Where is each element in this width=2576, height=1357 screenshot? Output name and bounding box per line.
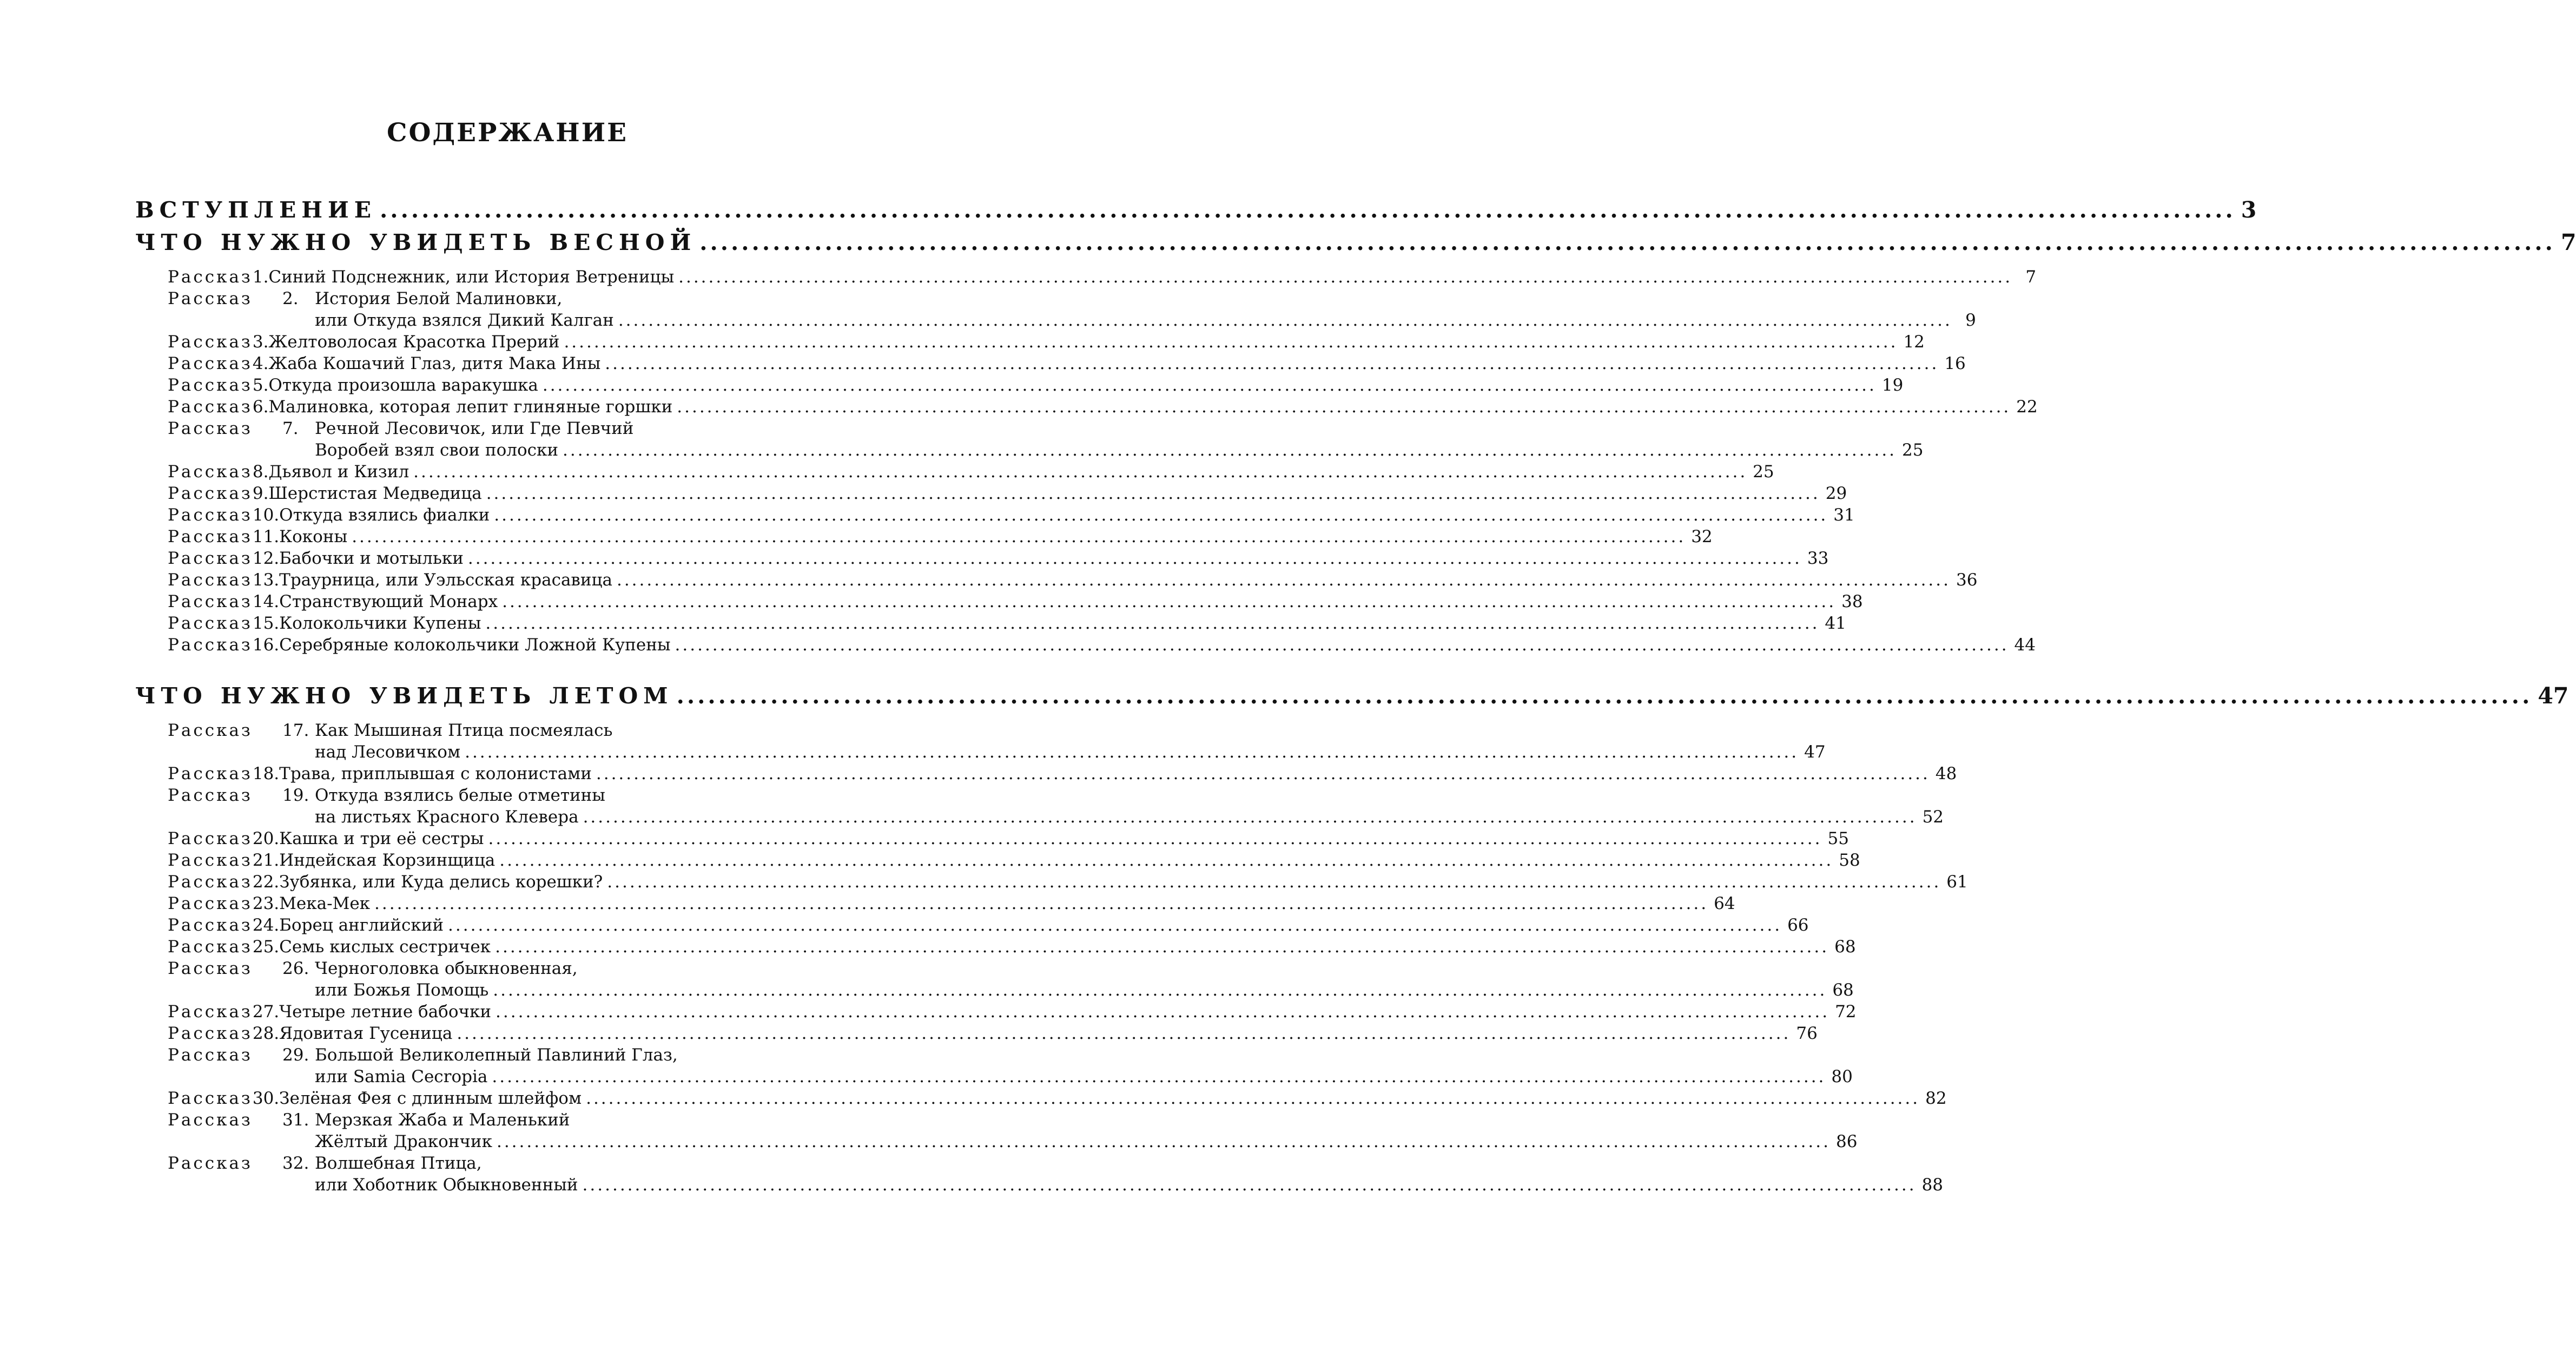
dot-leader: .................................................................................................................................................................................. [678, 267, 2013, 287]
story-label: Рассказ [168, 937, 253, 957]
entry-line [168, 418, 778, 439]
story-number: 19. [282, 786, 309, 805]
entry-line [168, 806, 1944, 828]
toc-entry[interactable] [168, 374, 1904, 396]
story-number: 32. [282, 1154, 309, 1173]
story-title: Откуда взялись фиалки [279, 505, 490, 525]
toc-entry[interactable] [168, 548, 1829, 569]
entry-line [168, 958, 778, 979]
dot-leader: .................................................................................................................................................................................. [457, 1024, 1791, 1043]
story-title: Странствующий Монарх [279, 592, 498, 611]
story-label: Рассказ [168, 635, 253, 655]
toc-section-heading[interactable] [135, 683, 2569, 716]
story-page-number: 58 [1839, 851, 1860, 870]
story-page-number: 66 [1787, 915, 1809, 935]
story-number: 17. [282, 721, 309, 740]
story-page-number: 76 [1796, 1024, 1818, 1043]
story-page-number: 64 [1714, 894, 1735, 913]
story-number: 11. [252, 527, 280, 546]
story-page-number: 68 [1832, 980, 1854, 1000]
story-number: 20. [252, 829, 280, 848]
story-label: Рассказ [168, 1045, 253, 1065]
story-label: Рассказ [168, 1024, 253, 1043]
dot-leader: .................................................................................................................................................................................. [488, 829, 1822, 848]
story-number: 8. [252, 462, 269, 482]
entry-line [168, 591, 1863, 612]
entry-line [168, 526, 1713, 548]
story-label: Рассказ [168, 397, 253, 417]
toc-entry[interactable] [168, 569, 1978, 591]
story-title: Ядовитая Гусеница [279, 1024, 453, 1043]
story-title: или Samia Cecropia [315, 1067, 488, 1086]
story-title: Трава, приплывшая с колонистами [279, 764, 592, 783]
entry-line [168, 849, 1860, 871]
story-title: Жаба Кошачий Глаз, дитя Мака Ины [268, 354, 601, 373]
story-title: История Белой Малиновки, [315, 289, 563, 308]
story-title: или Хоботник Обыкновенный [315, 1175, 578, 1195]
story-label: Рассказ [168, 419, 253, 438]
story-number: 2. [282, 289, 299, 308]
entry-line [168, 893, 1735, 914]
story-label: Рассказ [168, 959, 253, 978]
toc-entry[interactable] [168, 1023, 1818, 1044]
toc-entry[interactable] [168, 914, 1809, 936]
dot-leader: .................................................................................................................................................................................. [675, 635, 2009, 655]
page-title: СОДЕРЖАНИЕ [387, 118, 628, 148]
story-title: Малиновка, которая лепит глиняные горшки [268, 397, 673, 417]
story-number: 15. [252, 614, 280, 633]
story-title: Шерстистая Медведица [268, 484, 482, 503]
story-label: Рассказ [168, 1002, 253, 1022]
toc-entry[interactable] [168, 591, 1863, 612]
section-page-number: 47 [2538, 683, 2569, 709]
toc-entry[interactable] [168, 893, 1735, 914]
story-number: 16. [252, 635, 280, 655]
dot-leader: .................................................................................................................................................................................. [586, 1089, 1920, 1108]
story-page-number: 88 [1921, 1175, 1944, 1195]
story-number: 31. [282, 1110, 309, 1130]
story-page-number: 80 [1831, 1067, 1853, 1086]
entry-line [168, 1044, 778, 1066]
toc-entry[interactable] [168, 828, 1849, 849]
story-title: Кашка и три её сестры [279, 829, 484, 848]
toc-entry[interactable] [168, 871, 1968, 893]
story-title: Черноголовка обыкновенная, [315, 959, 578, 978]
section-title: ВСТУПЛЕНИЕ [135, 197, 377, 223]
story-label: Рассказ [168, 872, 253, 892]
dot-leader: .................................................................................................................................................................................. [596, 764, 1930, 783]
dot-leader: .................................................................................................................................................................................. [380, 197, 2236, 223]
dot-leader: .................................................................................................................................................................................. [582, 1175, 1917, 1195]
toc-entry[interactable] [168, 936, 1856, 958]
dot-leader: .................................................................................................................................................................................. [492, 1067, 1826, 1086]
entry-line [168, 309, 1976, 331]
story-label: Рассказ [168, 505, 253, 525]
story-page-number: 55 [1827, 829, 1849, 848]
dot-leader: .................................................................................................................................................................................. [699, 229, 2555, 255]
story-number: 4. [252, 354, 269, 373]
entry-line [168, 1023, 1818, 1044]
story-number: 1. [252, 267, 269, 287]
dot-leader: .................................................................................................................................................................................. [542, 376, 1877, 395]
story-number: 7. [282, 419, 299, 438]
story-title: Четыре летние бабочки [279, 1002, 492, 1022]
story-page-number: 38 [1841, 592, 1863, 611]
toc-entry[interactable] [168, 1152, 1944, 1196]
entry-line [168, 634, 2036, 656]
dot-leader: .................................................................................................................................................................................. [467, 549, 1802, 568]
story-label: Рассказ [168, 915, 253, 935]
story-title: Индейская Корзинщица [279, 851, 496, 870]
story-label: Рассказ [168, 829, 253, 848]
story-title: Зелёная Фея с длинным шлейфом [279, 1089, 582, 1108]
story-label: Рассказ [168, 592, 253, 611]
story-label: Рассказ [168, 894, 253, 913]
story-title: Волшебная Птица, [315, 1154, 482, 1173]
story-page-number: 25 [1753, 462, 1774, 482]
toc-entry[interactable] [168, 288, 1976, 331]
story-title: над Лесовичком [315, 742, 461, 762]
entry-line [168, 353, 1966, 374]
story-number: 29. [282, 1045, 309, 1065]
story-title: или Божья Помощь [315, 980, 489, 1000]
entry-line [168, 266, 2037, 288]
entry-line [168, 396, 2038, 418]
entry-line [168, 763, 1957, 785]
dot-leader: .................................................................................................................................................................................. [352, 527, 1686, 546]
story-title: Борец английский [279, 915, 444, 935]
story-title: Коконы [279, 527, 348, 546]
story-page-number: 32 [1691, 527, 1713, 546]
story-label: Рассказ [168, 376, 253, 395]
toc-entry[interactable] [168, 483, 1847, 504]
story-page-number: 36 [1956, 570, 1978, 590]
dot-leader: .................................................................................................................................................................................. [605, 354, 1939, 373]
toc-entry[interactable] [168, 266, 2037, 288]
dot-leader: .................................................................................................................................................................................. [493, 980, 1827, 1000]
entry-line [168, 720, 778, 741]
toc-entry[interactable] [168, 1001, 1857, 1023]
story-number: 13. [252, 570, 280, 590]
toc-section-heading[interactable] [135, 229, 2576, 263]
toc-section-heading[interactable] [135, 197, 2257, 230]
story-title: Воробей взял свои полоски [315, 440, 559, 460]
story-number: 3. [252, 332, 269, 352]
entry-line [168, 439, 1924, 461]
story-page-number: 22 [2016, 397, 2038, 417]
toc-entry[interactable] [168, 461, 1774, 483]
story-title: Мерзкая Жаба и Маленький [315, 1110, 570, 1130]
story-number: 18. [252, 764, 280, 783]
story-page-number: 41 [1825, 614, 1846, 633]
story-title: Откуда произошла варакушка [268, 376, 538, 395]
entry-line [168, 461, 1774, 483]
story-page-number: 82 [1925, 1089, 1947, 1108]
toc-entry[interactable] [168, 331, 1925, 353]
toc-entry[interactable] [168, 958, 1854, 1001]
story-number: 6. [252, 397, 269, 417]
story-label: Рассказ [168, 549, 253, 568]
toc-entry[interactable] [168, 418, 1924, 461]
dot-leader: .................................................................................................................................................................................. [495, 937, 1829, 957]
story-title: на листьях Красного Клевера [315, 807, 579, 827]
story-title: Откуда взялись белые отметины [315, 786, 605, 805]
story-number: 21. [252, 851, 280, 870]
toc-entry[interactable] [168, 849, 1860, 871]
story-title: Бабочки и мотыльки [279, 549, 464, 568]
dot-leader: .................................................................................................................................................................................. [413, 462, 1748, 482]
entry-line [168, 374, 1904, 396]
dot-leader: .................................................................................................................................................................................. [494, 505, 1828, 525]
story-number: 10. [252, 505, 280, 525]
dot-leader: .................................................................................................................................................................................. [485, 614, 1820, 633]
entry-line [168, 504, 1855, 526]
entry-line [168, 871, 1968, 893]
entry-line [168, 1066, 1853, 1088]
dot-leader: .................................................................................................................................................................................. [607, 872, 1941, 892]
dot-leader: .................................................................................................................................................................................. [564, 332, 1898, 352]
story-label: Рассказ [168, 354, 253, 373]
story-page-number: 16 [1944, 354, 1966, 373]
section-page-number: 3 [2241, 197, 2257, 223]
toc-entry[interactable] [168, 1088, 1947, 1109]
dot-leader: .................................................................................................................................................................................. [448, 915, 1782, 935]
story-title: Мека-Мек [279, 894, 371, 913]
story-number: 27. [252, 1002, 280, 1022]
entry-line [168, 936, 1856, 958]
story-page-number: 61 [1946, 872, 1968, 892]
story-label: Рассказ [168, 527, 253, 546]
toc-entry[interactable] [168, 634, 2036, 656]
entry-line [168, 612, 1846, 634]
story-label: Рассказ [168, 1154, 253, 1173]
story-page-number: 44 [2014, 635, 2036, 655]
section-title: ЧТО НУЖНО УВИДЕТЬ ВЕСНОЙ [135, 229, 697, 255]
entry-line [168, 1001, 1857, 1023]
story-title: Дьявол и Кизил [268, 462, 409, 482]
dot-leader: .................................................................................................................................................................................. [677, 397, 2011, 417]
toc-entry[interactable] [168, 526, 1713, 548]
dot-leader: .................................................................................................................................................................................. [616, 570, 1951, 590]
toc-entry[interactable] [168, 785, 1944, 828]
entry-line [168, 331, 1925, 353]
story-page-number: 31 [1833, 505, 1855, 525]
entry-line [168, 548, 1829, 569]
dot-leader: .................................................................................................................................................................................. [618, 311, 1952, 330]
toc-entry[interactable] [168, 1109, 1858, 1152]
toc-entry[interactable] [168, 1044, 1853, 1088]
story-label: Рассказ [168, 851, 253, 870]
entry-line [168, 1088, 1947, 1109]
story-title: Жёлтый Дракончик [315, 1132, 492, 1151]
story-number: 28. [252, 1024, 280, 1043]
story-title: Серебряные колокольчики Ложной Купены [279, 635, 671, 655]
story-page-number: 12 [1903, 332, 1925, 352]
entry-line [168, 569, 1978, 591]
story-number: 5. [252, 376, 269, 395]
dot-leader: .................................................................................................................................................................................. [563, 440, 1897, 460]
story-number: 9. [252, 484, 269, 503]
entry-line [168, 914, 1809, 936]
dot-leader: .................................................................................................................................................................................. [583, 807, 1917, 827]
story-number: 12. [252, 549, 280, 568]
story-page-number: 86 [1835, 1132, 1858, 1151]
story-page-number: 72 [1835, 1002, 1857, 1022]
story-title: Синий Подснежник, или История Ветреницы [268, 267, 675, 287]
entry-line [168, 785, 778, 806]
story-page-number: 47 [1804, 742, 1826, 762]
story-number: 14. [252, 592, 280, 611]
story-label: Рассказ [168, 786, 253, 805]
toc-entry[interactable] [168, 612, 1846, 634]
section-title: ЧТО НУЖНО УВИДЕТЬ ЛЕТОМ [135, 683, 673, 709]
story-title: Зубянка, или Куда делись корешки? [279, 872, 603, 892]
story-label: Рассказ [168, 764, 253, 783]
toc-entry[interactable] [168, 396, 2038, 418]
entry-line [168, 1109, 778, 1131]
story-label: Рассказ [168, 570, 253, 590]
story-page-number: 68 [1834, 937, 1856, 957]
story-title: Как Мышиная Птица посмеялась [315, 721, 613, 740]
dot-leader: .................................................................................................................................................................................. [465, 742, 1799, 762]
entry-line [168, 1131, 1858, 1152]
story-number: 26. [282, 959, 309, 978]
story-number: 22. [252, 872, 280, 892]
entry-line [168, 741, 1826, 763]
dot-leader: .................................................................................................................................................................................. [502, 592, 1837, 611]
story-page-number: 52 [1922, 807, 1944, 827]
story-title: или Откуда взялся Дикий Калган [315, 311, 614, 330]
story-title: Траурница, или Уэльсская красавица [279, 570, 612, 590]
dot-leader: .................................................................................................................................................................................. [374, 894, 1709, 913]
story-title: Колокольчики Купены [279, 614, 481, 633]
entry-line [168, 483, 1847, 504]
story-number: 30. [252, 1089, 280, 1108]
story-page-number: 29 [1825, 484, 1847, 503]
story-number: 23. [252, 894, 280, 913]
entry-line [168, 1174, 1944, 1196]
story-page-number: 19 [1881, 376, 1904, 395]
dot-leader: .................................................................................................................................................................................. [496, 1132, 1831, 1151]
toc-entry[interactable] [168, 353, 1966, 374]
story-number: 24. [252, 915, 280, 935]
story-label: Рассказ [168, 1089, 253, 1108]
story-label: Рассказ [168, 614, 253, 633]
story-label: Рассказ [168, 289, 253, 308]
story-page-number: 33 [1807, 549, 1829, 568]
story-page-number: 7 [2025, 267, 2037, 287]
section-page-number: 7 [2560, 229, 2576, 255]
entry-line [168, 1152, 778, 1174]
toc-entry[interactable] [168, 763, 1957, 785]
story-label: Рассказ [168, 332, 253, 352]
story-number: 25. [252, 937, 280, 957]
story-label: Рассказ [168, 484, 253, 503]
story-label: Рассказ [168, 721, 253, 740]
story-label: Рассказ [168, 267, 253, 287]
entry-line [168, 288, 778, 309]
story-title: Семь кислых сестричек [279, 937, 491, 957]
story-label: Рассказ [168, 1110, 253, 1130]
story-title: Речной Лесовичок, или Где Певчий [315, 419, 634, 438]
dot-leader: .................................................................................................................................................................................. [496, 1002, 1830, 1022]
toc-entry[interactable] [168, 504, 1855, 526]
story-title: Большой Великолепный Павлиний Глаз, [315, 1045, 678, 1065]
story-label: Рассказ [168, 462, 253, 482]
story-page-number: 25 [1902, 440, 1924, 460]
dot-leader: .................................................................................................................................................................................. [486, 484, 1820, 503]
story-page-number: 48 [1935, 764, 1957, 783]
dot-leader: .................................................................................................................................................................................. [499, 851, 1834, 870]
entry-line [168, 828, 1849, 849]
entry-line [168, 979, 1854, 1001]
story-title: Желтоволосая Красотка Прерий [268, 332, 560, 352]
toc-entry[interactable] [168, 720, 1826, 763]
story-page-number: 9 [1965, 311, 1976, 330]
dot-leader: .................................................................................................................................................................................. [676, 683, 2533, 709]
